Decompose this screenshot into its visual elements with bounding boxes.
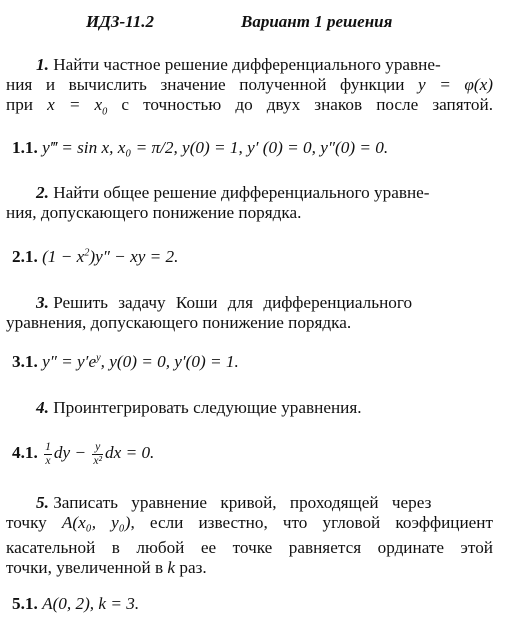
task-5-line-2: точку A(x₀, y₀), если известно, что угловой коэффициент [6,513,494,532]
task-2-line-2: ния, допускающего понижение порядка. [6,203,302,222]
problem-5-1 [12,594,139,614]
problem-number: 3.1. [12,352,38,371]
problem-equation: $y'' = y'e^y$, y(0) = 0, y′(0) = 1. [42,352,239,371]
problem-condition: A(0, 2), k = 3. [42,594,140,613]
task-number: 3. [36,293,49,312]
problem-number: 5.1. [12,594,38,613]
task-4-line-1: 4. Проинтегрировать следующие уравнения. [36,398,362,417]
task-5-line-1: 5. Записать уравнение кривой, проходящей через [36,493,432,512]
problem-number: 1.1. [12,138,38,157]
problem-equation: y‴ = sin x, x₀ = π/2, y(0) = 1, y′ (0) = 0, y″(0) = 0. [42,138,389,157]
problem-1-1 [12,138,388,158]
task-1-line-3: при $x = x_0$ с точностью до двух знаков после запятой. [6,95,493,118]
problem-4-1: 4.1. $\frac{1}{x}$ dy − $\frac{y}{\text{x²}}$ dx = 0. [12,440,155,467]
task-3-line-2: уравнения, допускающего понижение порядка. [6,313,352,332]
task-1-line-1: 1. Найти частное решение дифференциального уравне- [36,55,441,74]
document-title [86,12,154,32]
task-number: 2. [36,183,49,202]
task-number: 4. [36,398,49,417]
problem-number: 4.1. [12,443,38,462]
task-1-line-2: ния и вычислить значение полученной функции y = φ(x) [6,75,494,94]
task-2-line-1: 2. Найти общее решение дифференциального уравне- [36,183,430,202]
variant-heading: Вариант 1 решения [241,12,393,31]
fraction-y-over-x2: $\frac{y}{\text{x²}}$ [93,440,103,467]
task-3-line-1: 3. Решить задачу Коши для дифференциального [36,293,413,312]
coefficient-k: k [167,558,176,577]
assignment-code: ИДЗ-11.2 [86,12,154,31]
task-number: 1. [36,55,49,74]
problem-equation: $(1 - x^2)y''$ − xy = 2. [42,247,179,266]
task-5-line-3: касательной в любой ее точке равняется ординате этой [6,538,493,557]
point-a: A(x₀, y₀) [61,513,131,532]
function-notation: y = φ(x) [418,75,494,94]
problem-2-1 [12,247,178,267]
task-number: 5. [36,493,49,512]
evaluation-point: $x = x_0$ [47,95,108,118]
task-5-line-4: точки, увеличенной в k раз. [6,558,207,577]
fraction-one-over-x: $\frac{1}{x}$ [45,440,51,467]
problem-number: 2.1. [12,247,38,266]
problem-3-1 [12,352,239,372]
